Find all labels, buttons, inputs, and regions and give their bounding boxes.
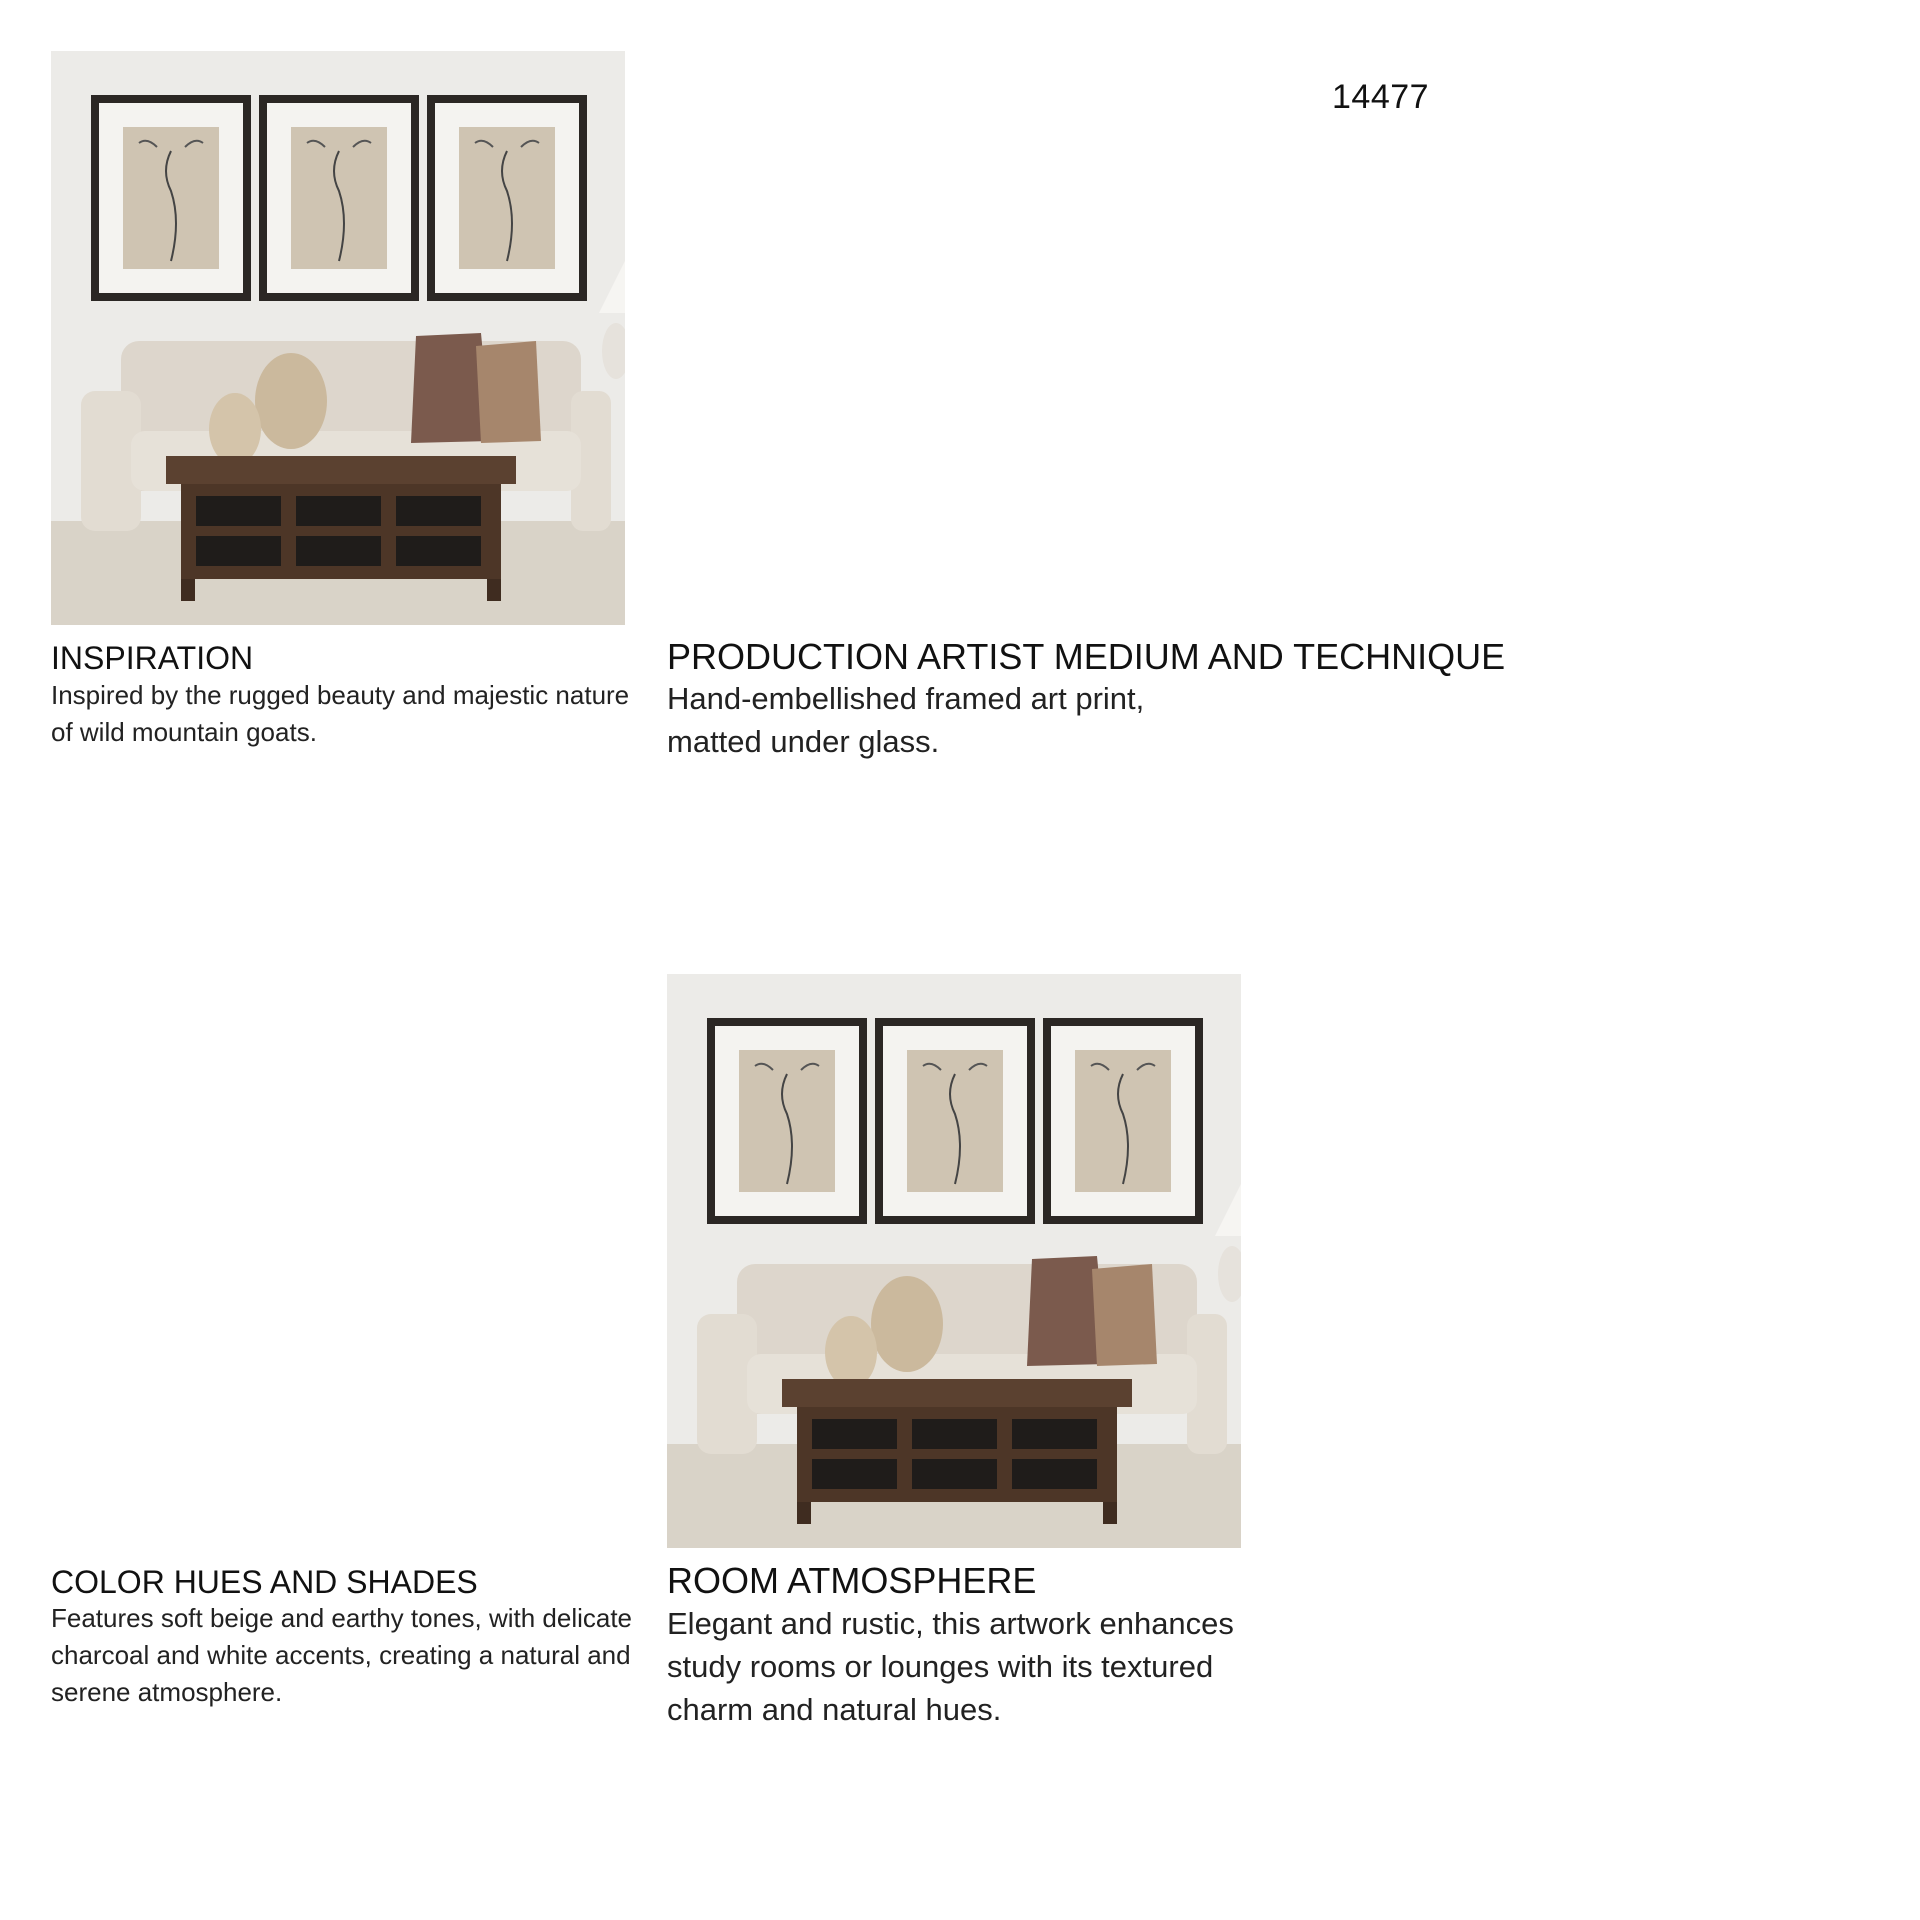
framed-print xyxy=(259,95,419,301)
pillows xyxy=(411,333,541,443)
inspiration-heading: INSPIRATION xyxy=(51,640,254,676)
color-heading: COLOR HUES AND SHADES xyxy=(51,1564,478,1600)
framed-print xyxy=(1043,1018,1203,1224)
framed-print xyxy=(427,95,587,301)
room-photo-bottom xyxy=(667,974,1241,1548)
production-heading: PRODUCTION ARTIST MEDIUM AND TECHNIQUE xyxy=(667,636,1506,677)
product-code: 14477 xyxy=(1332,78,1430,116)
room-text: Elegant and rustic, this artwork enhances study rooms or lounges with its textured charm and natural hues. xyxy=(667,1606,1234,1727)
pillows xyxy=(1027,1256,1157,1366)
framed-print xyxy=(91,95,251,301)
production-text: Hand-embellished framed art print, matted under glass. xyxy=(667,681,1145,759)
framed-print xyxy=(875,1018,1035,1224)
inspiration-text: Inspired by the rugged beauty and majestic nature of wild mountain goats. xyxy=(51,680,630,747)
room-heading: ROOM ATMOSPHERE xyxy=(667,1560,1037,1601)
room-photo-top xyxy=(51,51,625,625)
color-text: Features soft beige and earthy tones, with delicate charcoal and white accents, creating a natural and serene atmosphere. xyxy=(51,1603,633,1707)
framed-print xyxy=(707,1018,867,1224)
